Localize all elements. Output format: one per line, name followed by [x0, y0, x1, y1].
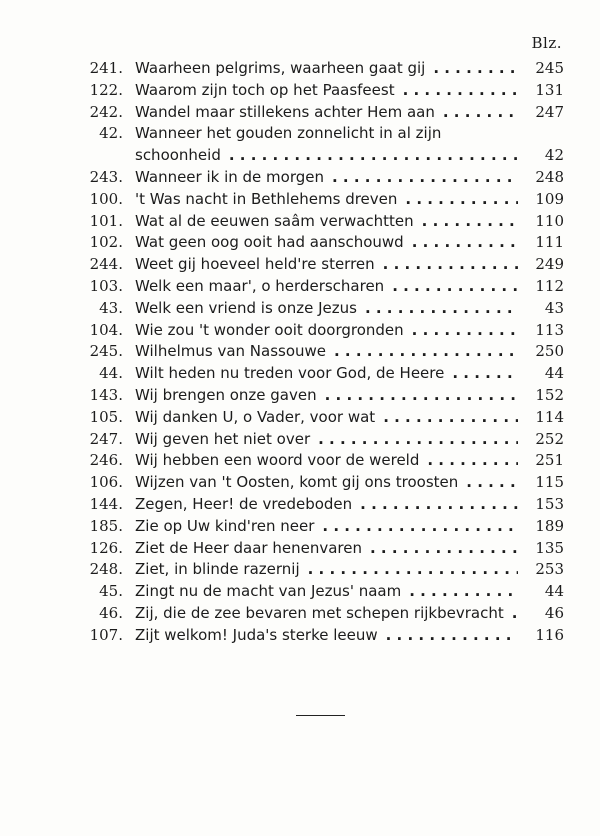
entry-title: Wijzen van 't Oosten, komt gij ons troosten — [135, 473, 459, 492]
entry-number: 143. — [89, 385, 123, 404]
entry-title-with-leader — [135, 232, 524, 254]
entry-title-with-leader — [135, 189, 524, 211]
dot-leader — [412, 232, 518, 254]
entry-page-number: 253 — [535, 560, 564, 579]
page-column-header: Blz. — [531, 34, 562, 52]
entry-title: Ziet de Heer daar henenvaren — [135, 538, 362, 557]
dot-leader — [452, 363, 518, 385]
dot-leader — [383, 407, 518, 429]
entry-page-number: 43 — [544, 298, 564, 317]
entry-number: 122. — [89, 80, 123, 99]
dot-leader — [229, 145, 518, 167]
entry-title-with-leader — [135, 211, 524, 233]
entry-title: Zingt nu de macht van Jezus' naam — [135, 582, 402, 601]
entry-page-number: 152 — [535, 385, 564, 404]
entry-title-with-leader — [135, 102, 524, 124]
entry-number: 102. — [89, 233, 123, 252]
entry-title: Wanneer het gouden zonnelicht in al zijn — [135, 124, 442, 143]
entry-title-with-leader — [135, 494, 524, 516]
entry-number: 243. — [89, 167, 123, 186]
entry-title: Wij danken U, o Vader, voor wat — [135, 407, 376, 426]
index-entry — [78, 123, 564, 145]
entry-page-number: 153 — [535, 494, 564, 513]
index-entry — [78, 254, 564, 276]
entry-title-with-leader — [135, 254, 524, 276]
entry-title: Wilt heden nu treden voor God, de Heere — [135, 364, 445, 383]
entry-number: 104. — [89, 320, 123, 339]
dot-leader — [386, 625, 518, 647]
dot-leader — [322, 516, 518, 538]
entry-page-number: 46 — [544, 603, 564, 622]
entry-page-number: 249 — [535, 255, 564, 274]
entry-number: 244. — [89, 255, 123, 274]
entry-title: Welk een vriend is onze Jezus — [135, 298, 357, 317]
song-index-list — [78, 58, 564, 647]
dot-leader — [332, 167, 518, 189]
dot-leader — [433, 58, 518, 80]
entry-title-with-leader — [135, 603, 524, 625]
entry-page-number: 114 — [535, 407, 564, 426]
index-entry — [78, 429, 564, 451]
entry-page-number: 44 — [544, 582, 564, 601]
entry-title: Weet gij hoeveel held're sterren — [135, 255, 375, 274]
dot-leader — [334, 341, 518, 363]
entry-number: 46. — [99, 603, 123, 622]
entry-number: 44. — [99, 364, 123, 383]
entry-page-number: 250 — [535, 342, 564, 361]
entry-page-number: 112 — [535, 276, 564, 295]
entry-title-with-leader — [135, 450, 524, 472]
dot-leader — [443, 102, 518, 124]
entry-page-number: 44 — [544, 364, 564, 383]
entry-number: 103. — [89, 276, 123, 295]
entry-title: Zie op Uw kind'ren neer — [135, 516, 315, 535]
index-entry — [78, 538, 564, 560]
entry-title-with-leader — [135, 363, 524, 385]
entry-title-with-leader — [135, 298, 524, 320]
entry-title: Ziet, in blinde razernij — [135, 560, 300, 579]
entry-number: 185. — [89, 516, 123, 535]
entry-page-number: 42 — [544, 146, 564, 165]
entry-number: 144. — [89, 494, 123, 513]
entry-title: Zijt welkom! Juda's sterke leeuw — [135, 625, 378, 644]
entry-page-number: 189 — [535, 516, 564, 535]
entry-title-with-leader — [135, 472, 524, 494]
entry-title: Wij hebben een woord voor de wereld — [135, 451, 420, 470]
entry-title: Wij brengen onze gaven — [135, 385, 317, 404]
entry-title-with-leader — [135, 320, 524, 342]
entry-title: Wat al de eeuwen saâm verwachtten — [135, 211, 414, 230]
index-entry — [78, 385, 564, 407]
index-entry — [78, 516, 564, 538]
dot-leader — [405, 189, 518, 211]
entry-title: Zegen, Heer! de vredeboden — [135, 494, 353, 513]
entry-page-number: 115 — [535, 473, 564, 492]
entry-number: 126. — [89, 538, 123, 557]
entry-number: 45. — [99, 582, 123, 601]
entry-number: 107. — [89, 625, 123, 644]
index-entry — [78, 80, 564, 102]
entry-title: 't Was nacht in Bethlehems dreven — [135, 189, 398, 208]
dot-leader — [466, 472, 518, 494]
entry-page-number: 251 — [535, 451, 564, 470]
index-entry — [78, 320, 564, 342]
index-entry — [78, 232, 564, 254]
entry-number: 241. — [89, 59, 123, 77]
entry-title: Wij geven het niet over — [135, 429, 311, 448]
entry-title-with-leader — [135, 341, 524, 363]
index-entry — [78, 341, 564, 363]
index-entry — [78, 102, 564, 124]
entry-number: 248. — [89, 560, 123, 579]
entry-number: 100. — [89, 189, 123, 208]
entry-page-number: 113 — [535, 320, 564, 339]
entry-title-with-leader — [135, 559, 524, 581]
entry-page-number: 135 — [535, 538, 564, 557]
entry-page-number: 252 — [535, 429, 564, 448]
entry-number: 43. — [99, 298, 123, 317]
index-entry — [78, 58, 564, 80]
dot-leader — [383, 254, 518, 276]
entry-page-number: 245 — [535, 59, 564, 77]
entry-title-with-leader — [135, 538, 524, 560]
entry-number: 105. — [89, 407, 123, 426]
entry-title: Waarom zijn toch op het Paasfeest — [135, 80, 395, 99]
index-entry — [78, 167, 564, 189]
entry-title: Waarheen pelgrims, waarheen gaat gij — [135, 59, 426, 77]
entry-title: schoonheid — [135, 146, 221, 165]
entry-title-with-leader — [135, 407, 524, 429]
entry-page-number: 247 — [535, 102, 564, 121]
entry-number: 101. — [89, 211, 123, 230]
index-entry — [78, 211, 564, 233]
index-entry — [78, 581, 564, 603]
closing-rule — [296, 715, 345, 716]
dot-leader — [370, 538, 518, 560]
entry-page-number: 110 — [535, 211, 564, 230]
index-entry — [78, 407, 564, 429]
entry-page-number: 109 — [535, 189, 564, 208]
dot-leader — [422, 211, 518, 233]
dot-leader — [409, 581, 518, 603]
entry-title: Wandel maar stillekens achter Hem aan — [135, 102, 435, 121]
entry-title-with-leader — [135, 625, 524, 647]
entry-title: Wilhelmus van Nassouwe — [135, 342, 327, 361]
entry-title-with-leader — [135, 276, 524, 298]
entry-number: 247. — [89, 429, 123, 448]
entry-title: Zij, die de zee bevaren met schepen rijkbevracht — [135, 603, 504, 622]
index-entry — [78, 559, 564, 581]
index-entry — [78, 494, 564, 516]
index-entry — [78, 276, 564, 298]
entry-title-with-leader — [135, 123, 524, 145]
dot-leader — [360, 494, 518, 516]
dot-leader — [325, 385, 518, 407]
entry-title-with-leader — [135, 516, 524, 538]
entry-title: Wie zou 't wonder ooit doorgronden — [135, 320, 404, 339]
entry-title-with-leader — [135, 581, 524, 603]
dot-leader — [318, 429, 518, 451]
index-entry — [78, 472, 564, 494]
dot-leader — [412, 320, 518, 342]
entry-title: Wanneer ik in de morgen — [135, 167, 325, 186]
entry-page-number: 248 — [535, 167, 564, 186]
index-entry — [78, 145, 564, 167]
entry-number: 246. — [89, 451, 123, 470]
entry-page-number: 111 — [535, 233, 564, 252]
entry-title-with-leader — [135, 167, 524, 189]
entry-title-with-leader — [135, 429, 524, 451]
entry-title-with-leader — [135, 145, 524, 167]
dot-leader — [512, 603, 524, 625]
dot-leader — [427, 450, 518, 472]
index-entry — [78, 189, 564, 211]
dot-leader — [308, 559, 518, 581]
entry-title-with-leader — [135, 58, 524, 80]
index-entry — [78, 298, 564, 320]
entry-page-number: 131 — [535, 80, 564, 99]
entry-title: Welk een maar', o herderscharen — [135, 276, 385, 295]
entry-number: 106. — [89, 473, 123, 492]
index-entry — [78, 450, 564, 472]
entry-title-with-leader — [135, 80, 524, 102]
index-entry — [78, 603, 564, 625]
entry-page-number: 116 — [535, 625, 564, 644]
entry-title: Wat geen oog ooit had aanschouwd — [135, 233, 404, 252]
dot-leader — [365, 298, 518, 320]
entry-number: 242. — [89, 102, 123, 121]
index-entry — [78, 625, 564, 647]
dot-leader — [403, 80, 518, 102]
index-entry — [78, 363, 564, 385]
entry-title-with-leader — [135, 385, 524, 407]
entry-number: 42. — [99, 124, 123, 143]
entry-number: 245. — [89, 342, 123, 361]
dot-leader — [392, 276, 518, 298]
